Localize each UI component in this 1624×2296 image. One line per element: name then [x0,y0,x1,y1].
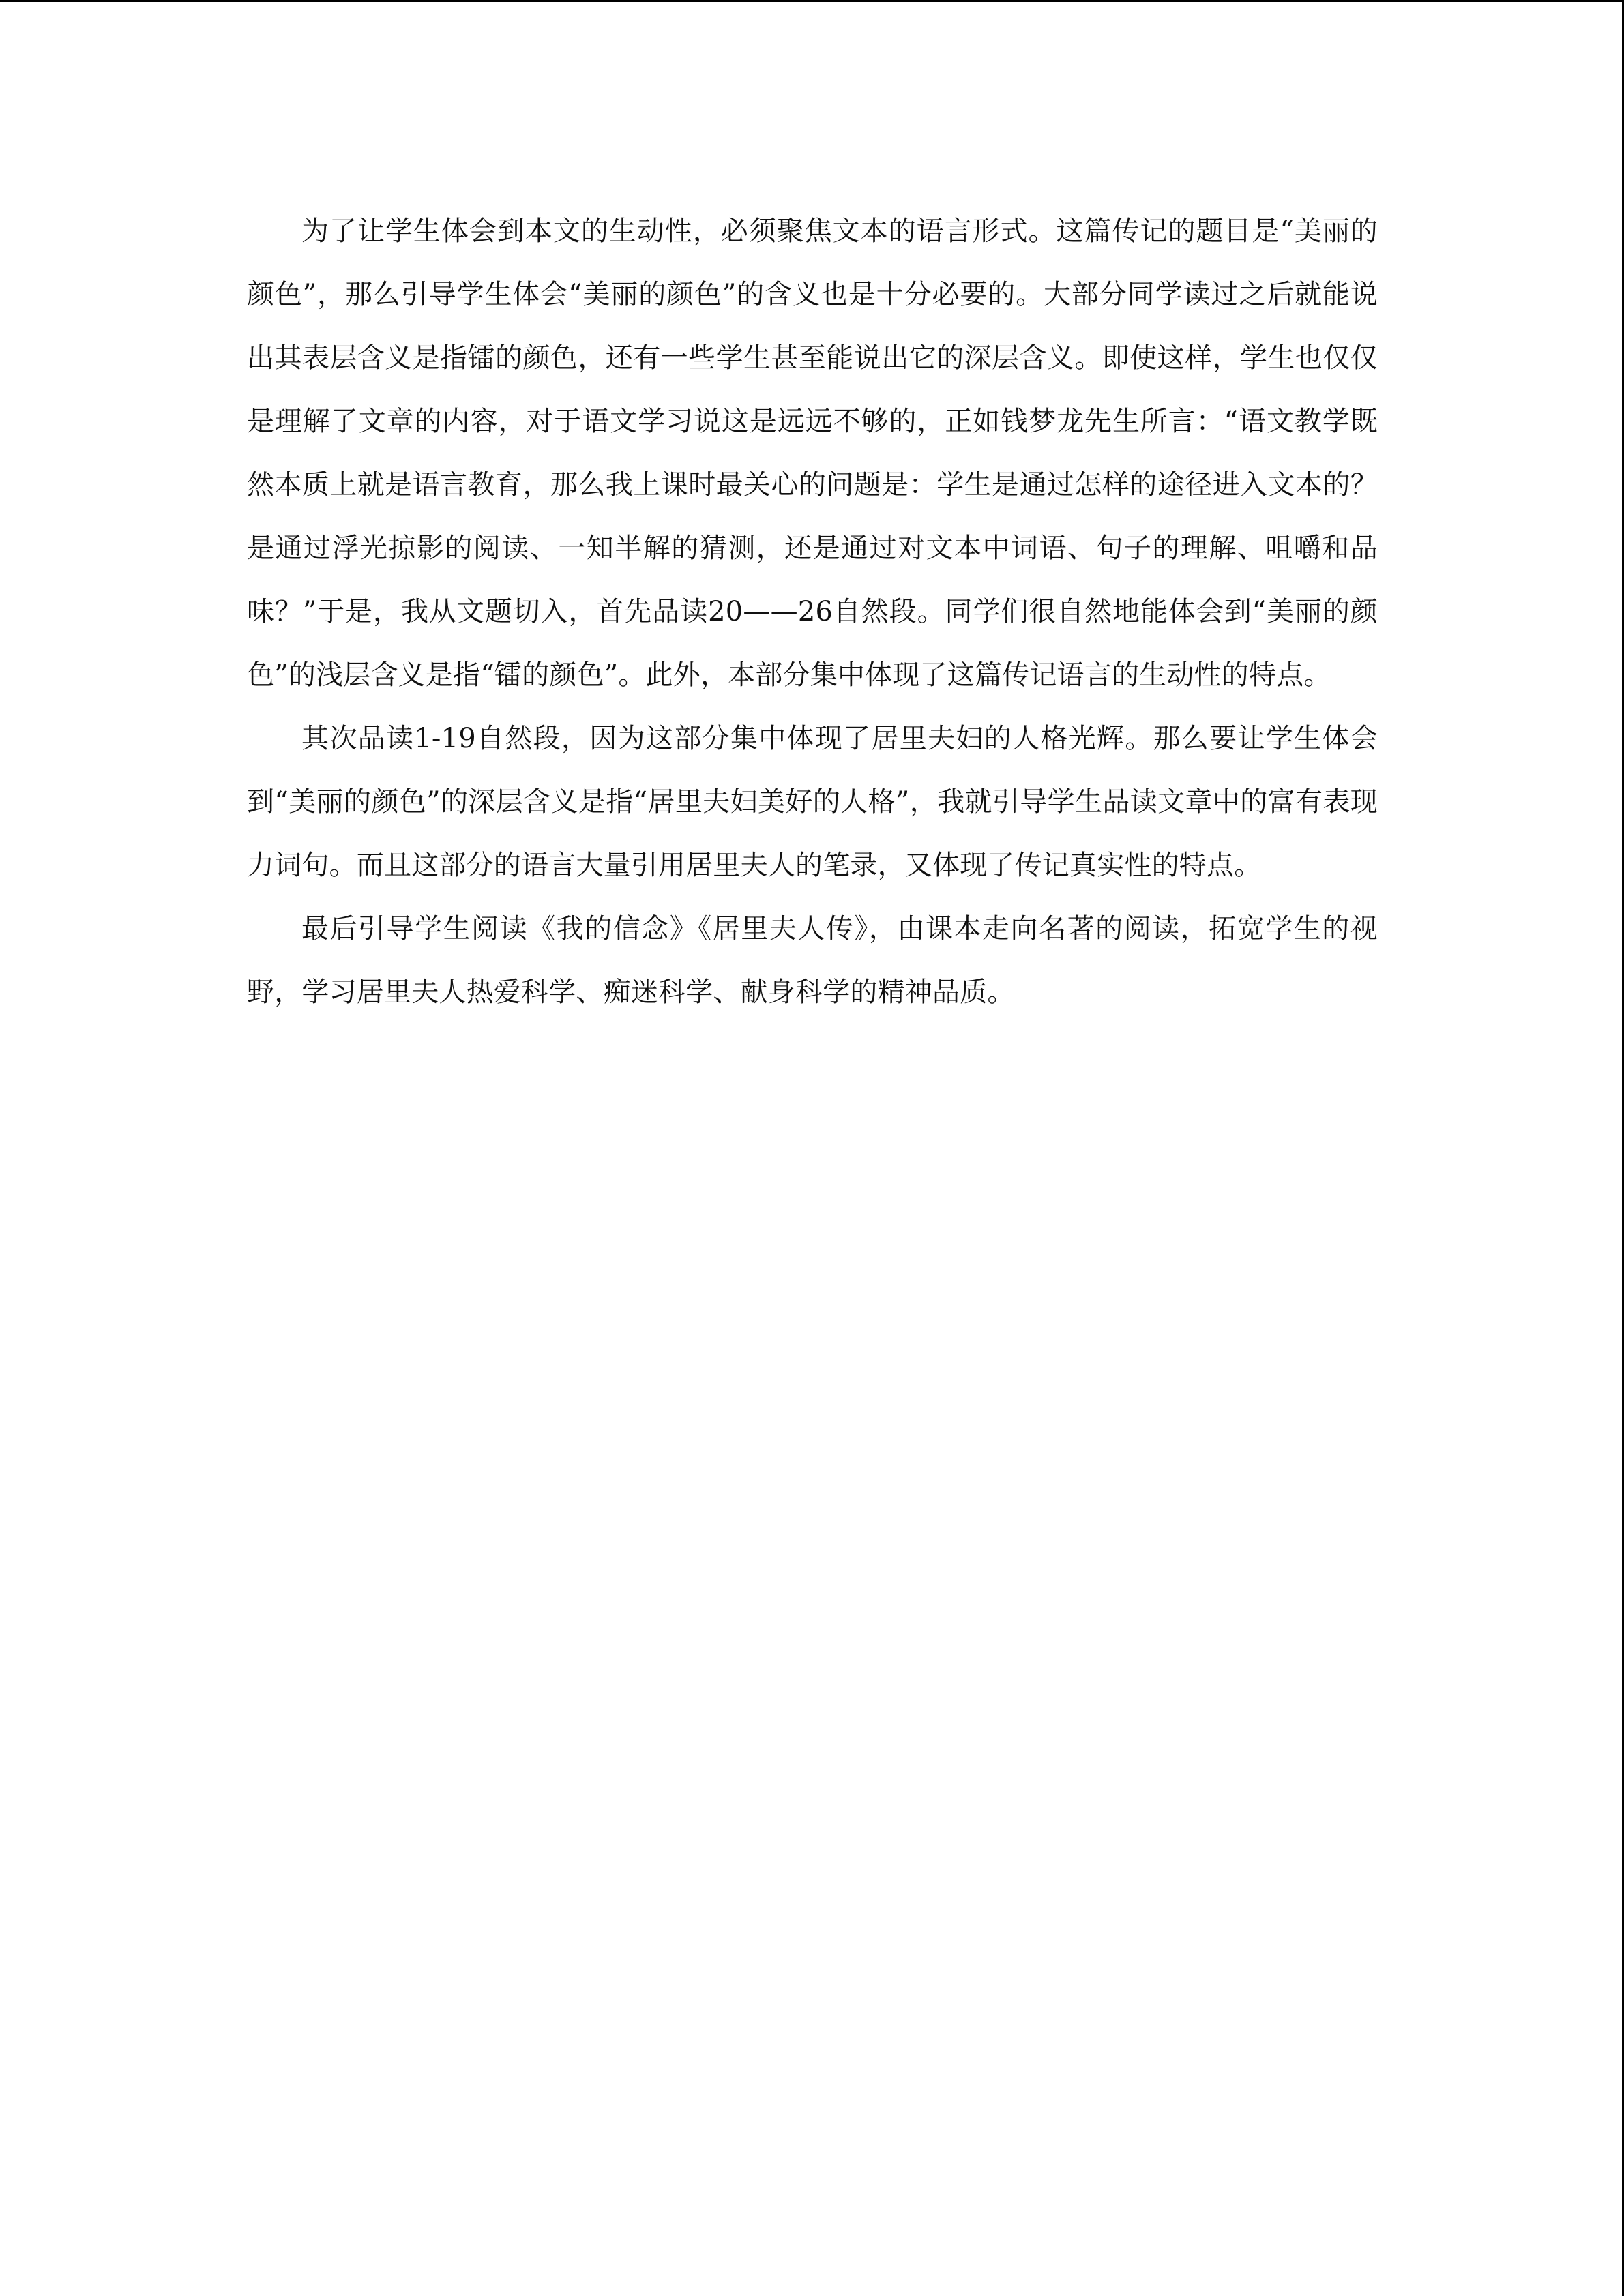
paragraph-3: 最后引导学生阅读《我的信念》《居里夫人传》，由课本走向名著的阅读，拓宽学生的视野，学习居里夫人热爱科学、痴迷科学、献身科学的精神品质。 [247,913,1378,1008]
document-body [247,200,1378,1024]
paragraph-1: 为了让学生体会到本文的生动性，必须聚焦文本的语言形式。这篇传记的题目是“美丽的颜色”，那么引导学生体会“美丽的颜色”的含义也是十分必要的。大部分同学读过之后就能说出其表层含义是指镭的颜色，还有一些学生甚至能说出它的深层含义。即使这样，学生也仅仅是理解了文章的内容，对于语文学习说这是远远不够的，正如钱梦龙先生所言：“语文教学既然本质上就是语言教育，那么我上课时最关心的问题是：学生是通过怎样的途径进入文本的？是通过浮光掠影的阅读、一知半解的猜测，还是通过对文本中词语、句子的理解、咀嚼和品味？”于是，我从文题切入，首先品读20——26自然段。同学们很自然地能体会到“美丽的颜色”的浅层含义是指“镭的颜色”。此外，本部分集中体现了这篇传记语言的生动性的特点。 [247,215,1378,691]
paragraph-2: 其次品读1-19自然段，因为这部分集中体现了居里夫妇的人格光辉。那么要让学生体会到“美丽的颜色”的深层含义是指“居里夫妇美好的人格”，我就引导学生品读文章中的富有表现力词句。而且这部分的语言大量引用居里夫人的笔录，又体现了传记真实性的特点。 [247,723,1378,881]
